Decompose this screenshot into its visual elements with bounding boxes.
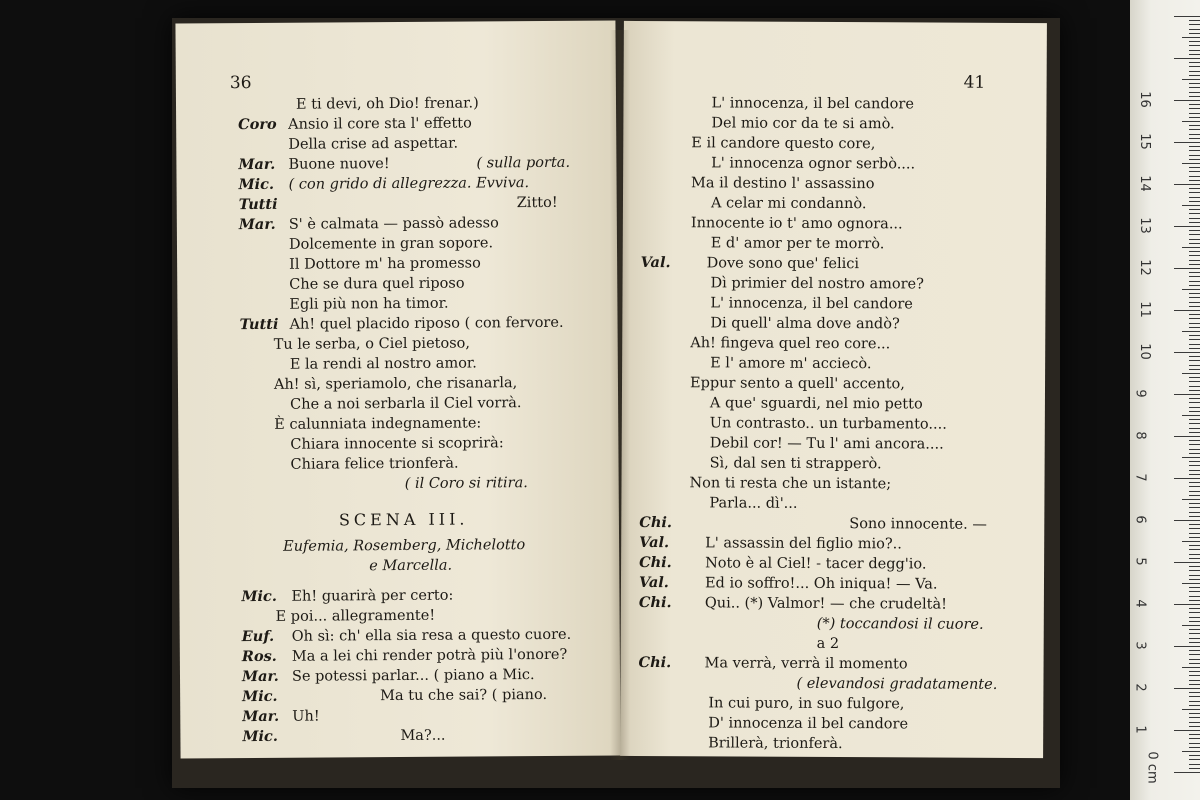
ruler-tick bbox=[1189, 71, 1200, 72]
ruler-tick bbox=[1189, 470, 1200, 471]
ruler-tick bbox=[1189, 621, 1200, 622]
ruler-tick bbox=[1189, 680, 1200, 681]
verse-line: Ma il destino l' assassino bbox=[691, 175, 875, 193]
verse-line: A que' sguardi, nel mio petto bbox=[709, 395, 923, 413]
verse-line: A celar mi condannò. bbox=[710, 195, 867, 213]
ruler-tick bbox=[1189, 612, 1200, 613]
ruler-tick bbox=[1182, 667, 1200, 668]
ruler-tick bbox=[1189, 549, 1200, 550]
ruler-tick bbox=[1174, 184, 1200, 185]
verse-line: Che a noi serbarla il Ciel vorrà. bbox=[290, 395, 522, 413]
verse-line: Ah! sì, speriamolo, che risanarla, bbox=[273, 375, 518, 393]
verse-line: Innocente io t' amo ognora... bbox=[690, 215, 903, 233]
verse-line: S' è calmata — passò adesso bbox=[288, 215, 499, 233]
speaker: Mic. bbox=[242, 727, 278, 746]
ruler-tick bbox=[1189, 654, 1200, 655]
ruler-tick bbox=[1174, 394, 1200, 395]
ruler-tick bbox=[1174, 646, 1200, 647]
speaker: Chi. bbox=[639, 513, 672, 532]
speaker: Chi. bbox=[638, 653, 672, 672]
stage-direction: ( con grido di allegrezza. Evviva. bbox=[288, 175, 530, 193]
ruler-tick bbox=[1189, 96, 1200, 97]
speaker: Mar. bbox=[238, 215, 276, 234]
ruler-tick bbox=[1189, 381, 1200, 382]
verse-line: Ansio il core sta l' effetto bbox=[288, 115, 472, 133]
ruler-tick bbox=[1189, 83, 1200, 84]
ruler-tick bbox=[1189, 62, 1200, 63]
characters-list: e Marcella. bbox=[369, 557, 453, 575]
ruler-tick bbox=[1189, 171, 1200, 172]
verse-line: E d' amor per te morrò. bbox=[710, 235, 885, 253]
page-number: 41 bbox=[963, 72, 986, 93]
verse-line: Tu le serba, o Ciel pietoso, bbox=[273, 335, 471, 353]
ruler-tick bbox=[1189, 759, 1200, 760]
ruler-tick bbox=[1189, 54, 1200, 55]
ruler-tick bbox=[1189, 545, 1200, 546]
ruler-tick bbox=[1189, 512, 1200, 513]
ruler-tick bbox=[1189, 276, 1200, 277]
verse-line: È calunniata indegnamente: bbox=[274, 415, 482, 433]
verse-line: Sono innocente. — bbox=[849, 516, 987, 533]
ruler-tick bbox=[1189, 339, 1200, 340]
ruler-number: 4 bbox=[1132, 599, 1148, 608]
ruler-tick bbox=[1189, 722, 1200, 723]
ruler-tick bbox=[1189, 633, 1200, 634]
footnote: (*) toccandosi il cuore. bbox=[816, 615, 984, 633]
ruler-tick bbox=[1174, 604, 1200, 605]
ruler-tick bbox=[1189, 66, 1200, 67]
verse-line: Parla... dì'... bbox=[709, 495, 798, 512]
speaker: Ros. bbox=[241, 647, 277, 666]
verse-line: E il candore questo core, bbox=[691, 135, 876, 153]
ruler-tick bbox=[1189, 29, 1200, 30]
verse-line: E la rendi al nostro amor. bbox=[289, 355, 477, 373]
ruler-tick bbox=[1189, 671, 1200, 672]
verse-line: Dolcemente in gran sopore. bbox=[288, 235, 494, 253]
ruler-tick bbox=[1182, 205, 1200, 206]
ensemble-marker: a 2 bbox=[816, 635, 840, 653]
ruler-tick bbox=[1174, 520, 1200, 521]
verse-line: Ma verrà, verrà il momento bbox=[704, 655, 908, 673]
ruler-tick bbox=[1189, 516, 1200, 517]
ruler-tick bbox=[1189, 234, 1200, 235]
right-page bbox=[620, 21, 1047, 758]
ruler-tick bbox=[1189, 318, 1200, 319]
ruler-tick bbox=[1174, 58, 1200, 59]
ruler-tick bbox=[1182, 37, 1200, 38]
ruler-tick bbox=[1189, 600, 1200, 601]
verse-line: Se potessi parlar... ( piano a Mic. bbox=[291, 667, 535, 685]
ruler-tick bbox=[1189, 201, 1200, 202]
ruler-tick bbox=[1189, 255, 1200, 256]
ruler-tick bbox=[1189, 251, 1200, 252]
ruler-tick bbox=[1182, 373, 1200, 374]
ruler-tick bbox=[1189, 159, 1200, 160]
ruler-tick bbox=[1189, 675, 1200, 676]
ruler-tick bbox=[1189, 402, 1200, 403]
ruler-tick bbox=[1189, 629, 1200, 630]
ruler-tick bbox=[1189, 642, 1200, 643]
ruler-tick bbox=[1189, 209, 1200, 210]
ruler-tick bbox=[1189, 293, 1200, 294]
verse-line: Debil cor! — Tu l' ami ancora.... bbox=[709, 435, 944, 453]
ruler-number: 8 bbox=[1132, 431, 1148, 440]
ruler-tick bbox=[1182, 163, 1200, 164]
characters-list: Eufemia, Rosemberg, Michelotto bbox=[283, 537, 526, 555]
ruler-tick bbox=[1189, 92, 1200, 93]
ruler-tick bbox=[1182, 79, 1200, 80]
ruler-tick bbox=[1189, 239, 1200, 240]
ruler-tick bbox=[1189, 285, 1200, 286]
ruler-tick bbox=[1189, 503, 1200, 504]
ruler-tick bbox=[1189, 747, 1200, 748]
ruler-tick bbox=[1189, 356, 1200, 357]
ruler-tick bbox=[1189, 755, 1200, 756]
ruler-tick bbox=[1189, 390, 1200, 391]
ruler-tick bbox=[1189, 20, 1200, 21]
speaker: Coro bbox=[238, 115, 277, 134]
ruler-tick bbox=[1189, 591, 1200, 592]
ruler-number: 5 bbox=[1132, 557, 1148, 566]
ruler-tick bbox=[1174, 772, 1200, 773]
ruler-tick bbox=[1182, 709, 1200, 710]
ruler-tick bbox=[1189, 323, 1200, 324]
verse-line: Buone nuove! bbox=[288, 156, 390, 173]
ruler-tick bbox=[1189, 533, 1200, 534]
ruler-tick bbox=[1189, 192, 1200, 193]
ruler-tick bbox=[1182, 751, 1200, 752]
verse-line: Ed io soffro!... Oh iniqua! — Va. bbox=[704, 575, 938, 593]
ruler-tick bbox=[1189, 314, 1200, 315]
ruler-tick bbox=[1189, 369, 1200, 370]
ruler-tick bbox=[1189, 507, 1200, 508]
ruler-tick bbox=[1189, 440, 1200, 441]
ruler-tick bbox=[1189, 344, 1200, 345]
ruler-tick bbox=[1189, 213, 1200, 214]
verse-line: Noto è al Ciel! - tacer degg'io. bbox=[705, 555, 927, 573]
ruler-tick bbox=[1189, 327, 1200, 328]
ruler-tick bbox=[1189, 495, 1200, 496]
ruler-tick bbox=[1189, 764, 1200, 765]
scene-title: SCENA III. bbox=[338, 509, 469, 530]
ruler-tick bbox=[1182, 289, 1200, 290]
ruler-number: 12 bbox=[1136, 259, 1152, 276]
speaker: Mic. bbox=[242, 687, 278, 706]
verse-line: Zitto! bbox=[516, 194, 558, 212]
ruler-number: 16 bbox=[1136, 91, 1152, 108]
ruler-tick bbox=[1189, 453, 1200, 454]
ruler-tick bbox=[1174, 730, 1200, 731]
ruler-tick bbox=[1189, 587, 1200, 588]
ruler-tick bbox=[1189, 176, 1200, 177]
ruler-tick bbox=[1189, 197, 1200, 198]
verse-line: E poi... allegramente! bbox=[275, 607, 436, 625]
ruler-tick bbox=[1189, 75, 1200, 76]
ruler-tick bbox=[1189, 419, 1200, 420]
ruler-tick bbox=[1189, 650, 1200, 651]
ruler-tick bbox=[1189, 264, 1200, 265]
ruler-tick bbox=[1189, 474, 1200, 475]
ruler-tick bbox=[1189, 638, 1200, 639]
ruler-tick bbox=[1174, 310, 1200, 311]
ruler-tick bbox=[1189, 558, 1200, 559]
ruler-tick bbox=[1189, 129, 1200, 130]
ruler-tick bbox=[1189, 411, 1200, 412]
verse-line: E ti devi, oh Dio! frenar.) bbox=[295, 95, 479, 113]
ruler-tick bbox=[1182, 541, 1200, 542]
ruler-tick bbox=[1189, 663, 1200, 664]
ruler-tick bbox=[1189, 146, 1200, 147]
ruler-tick bbox=[1189, 24, 1200, 25]
verse-line: E l' amore m' acciecò. bbox=[710, 355, 872, 373]
verse-line: Che se dura quel riposo bbox=[289, 275, 465, 293]
ruler-tick bbox=[1174, 562, 1200, 563]
ruler-tick bbox=[1189, 579, 1200, 580]
ruler-tick bbox=[1174, 226, 1200, 227]
ruler-number: 13 bbox=[1136, 217, 1152, 234]
verse-line: Eh! guarirà per certo: bbox=[291, 587, 454, 605]
ruler-tick bbox=[1189, 432, 1200, 433]
verse-line: Della crise ad aspettar. bbox=[288, 135, 459, 153]
ruler-tick bbox=[1189, 188, 1200, 189]
ruler-tick bbox=[1189, 734, 1200, 735]
ruler-tick bbox=[1174, 478, 1200, 479]
ruler-tick bbox=[1189, 449, 1200, 450]
speaker: Mar. bbox=[242, 707, 280, 726]
ruler-tick bbox=[1189, 222, 1200, 223]
ruler-tick bbox=[1189, 486, 1200, 487]
ruler-tick bbox=[1189, 444, 1200, 445]
speaker: Tutti bbox=[238, 195, 278, 214]
ruler-tick bbox=[1189, 50, 1200, 51]
ruler-tick bbox=[1189, 407, 1200, 408]
ruler-number: 7 bbox=[1132, 473, 1148, 482]
verse-line: In cui puro, in suo fulgore, bbox=[708, 695, 905, 713]
ruler-tick bbox=[1174, 142, 1200, 143]
ruler-tick bbox=[1182, 415, 1200, 416]
ruler-tick bbox=[1189, 705, 1200, 706]
verse-line: Chiara felice trionferà. bbox=[290, 455, 459, 473]
ruler-tick bbox=[1189, 528, 1200, 529]
ruler-number: 14 bbox=[1136, 175, 1152, 192]
verse-line: Ah! quel placido riposo ( con fervore. bbox=[289, 314, 564, 333]
ruler-tick bbox=[1182, 583, 1200, 584]
ruler-tick bbox=[1189, 692, 1200, 693]
ruler-tick bbox=[1189, 717, 1200, 718]
ruler-tick bbox=[1189, 302, 1200, 303]
speaker: Mic. bbox=[238, 175, 275, 194]
verse-line: Ma tu che sai? ( piano. bbox=[380, 686, 548, 705]
ruler-tick bbox=[1174, 268, 1200, 269]
ruler-number: 9 bbox=[1132, 389, 1148, 398]
ruler-number: 1 bbox=[1132, 725, 1148, 734]
ruler-tick bbox=[1189, 230, 1200, 231]
verse-line: Di quell' alma dove andò? bbox=[710, 315, 900, 333]
ruler-tick bbox=[1189, 138, 1200, 139]
ruler-tick bbox=[1189, 743, 1200, 744]
ruler-tick bbox=[1189, 297, 1200, 298]
ruler-tick bbox=[1189, 117, 1200, 118]
ruler-tick bbox=[1189, 377, 1200, 378]
ruler-tick bbox=[1189, 738, 1200, 739]
ruler-tick bbox=[1189, 348, 1200, 349]
ruler-tick bbox=[1189, 659, 1200, 660]
ruler-tick bbox=[1189, 461, 1200, 462]
ruler-label: 0 cm bbox=[1144, 751, 1160, 784]
verse-line: L' innocenza, il bel candore bbox=[710, 295, 913, 313]
ruler-tick bbox=[1189, 491, 1200, 492]
ruler-tick bbox=[1189, 768, 1200, 769]
ruler-tick bbox=[1189, 575, 1200, 576]
verse-line: Il Dottore m' ha promesso bbox=[289, 255, 481, 273]
verse-line: Non ti resta che un istante; bbox=[689, 475, 892, 493]
ruler-tick bbox=[1189, 281, 1200, 282]
verse-line: L' assassin del figlio mio?.. bbox=[705, 535, 902, 553]
stage-direction: ( il Coro si ritira. bbox=[404, 475, 528, 492]
ruler-tick bbox=[1189, 701, 1200, 702]
ruler-tick bbox=[1182, 457, 1200, 458]
ruler-tick bbox=[1189, 104, 1200, 105]
verse-line: Sì, dal sen ti strapperò. bbox=[709, 455, 882, 473]
ruler-tick bbox=[1189, 45, 1200, 46]
ruler-tick bbox=[1189, 482, 1200, 483]
verse-line: Qui.. (*) Valmor! — che crudeltà! bbox=[704, 595, 948, 613]
ruler-tick bbox=[1189, 713, 1200, 714]
verse-line: L' innocenza, il bel candore bbox=[711, 95, 914, 113]
speaker: Chi. bbox=[638, 593, 672, 612]
speaker: Mic. bbox=[241, 587, 277, 606]
ruler-tick bbox=[1189, 423, 1200, 424]
ruler-tick bbox=[1174, 352, 1200, 353]
verse-line: Ma?... bbox=[400, 727, 446, 744]
ruler-tick bbox=[1182, 121, 1200, 122]
ruler-tick bbox=[1189, 386, 1200, 387]
ruler-tick bbox=[1189, 125, 1200, 126]
ruler-tick bbox=[1174, 436, 1200, 437]
speaker: Euf. bbox=[241, 627, 275, 646]
ruler-tick bbox=[1189, 260, 1200, 261]
verse-line: Del mio cor da te si amò. bbox=[711, 115, 895, 133]
measuring-ruler bbox=[1130, 0, 1200, 800]
ruler-tick bbox=[1189, 428, 1200, 429]
ruler-number: 6 bbox=[1132, 515, 1148, 524]
verse-line: Ah! fingeva quel reo core... bbox=[690, 335, 891, 353]
ruler-number: 11 bbox=[1136, 301, 1152, 318]
ruler-number: 3 bbox=[1132, 641, 1148, 650]
ruler-tick bbox=[1174, 688, 1200, 689]
verse-line: Oh sì: ch' ella sia resa a questo cuore. bbox=[291, 626, 572, 645]
ruler-tick bbox=[1189, 134, 1200, 135]
ruler-tick bbox=[1174, 100, 1200, 101]
ruler-tick bbox=[1189, 537, 1200, 538]
verse-line: Un contrasto.. un turbamento.... bbox=[709, 415, 947, 433]
ruler-tick bbox=[1189, 570, 1200, 571]
speaker: Val. bbox=[640, 253, 671, 272]
speaker: Val. bbox=[638, 573, 669, 592]
ruler-tick bbox=[1189, 150, 1200, 151]
speaker: Chi. bbox=[639, 553, 672, 572]
ruler-tick bbox=[1189, 365, 1200, 366]
ruler-number: 15 bbox=[1136, 133, 1152, 150]
speaker: Mar. bbox=[241, 667, 279, 686]
ruler-tick bbox=[1189, 41, 1200, 42]
verse-line: Uh! bbox=[292, 708, 320, 725]
ruler-tick bbox=[1189, 684, 1200, 685]
ruler-tick bbox=[1189, 335, 1200, 336]
ruler-tick bbox=[1189, 465, 1200, 466]
verse-line: Egli più non ha timor. bbox=[289, 295, 449, 313]
ruler-tick bbox=[1189, 33, 1200, 34]
ruler-tick bbox=[1189, 218, 1200, 219]
speaker: Tutti bbox=[239, 315, 279, 334]
ruler-tick bbox=[1189, 87, 1200, 88]
ruler-tick bbox=[1189, 306, 1200, 307]
stage-direction: ( sulla porta. bbox=[476, 154, 571, 172]
verse-line: Dì primier del nostro amore? bbox=[710, 275, 924, 293]
ruler-tick bbox=[1189, 617, 1200, 618]
ruler-tick bbox=[1189, 272, 1200, 273]
ruler-tick bbox=[1189, 596, 1200, 597]
ruler-tick bbox=[1174, 16, 1200, 17]
ruler-number: 2 bbox=[1132, 683, 1148, 692]
ruler-tick bbox=[1182, 625, 1200, 626]
ruler-tick bbox=[1189, 360, 1200, 361]
page-number: 36 bbox=[229, 73, 252, 94]
ruler-tick bbox=[1189, 554, 1200, 555]
ruler-tick bbox=[1189, 566, 1200, 567]
speaker: Mar. bbox=[238, 155, 276, 174]
ruler-tick bbox=[1189, 180, 1200, 181]
ruler-tick bbox=[1189, 113, 1200, 114]
ruler-number: 10 bbox=[1136, 343, 1152, 360]
verse-line: L' innocenza ognor serbò.... bbox=[711, 155, 916, 173]
ruler-tick bbox=[1189, 524, 1200, 525]
verse-line: Brillerà, trionferà. bbox=[708, 735, 843, 753]
verse-line: Ma a lei chi render potrà più l'onore? bbox=[291, 646, 568, 665]
ruler-tick bbox=[1189, 155, 1200, 156]
ruler-tick bbox=[1189, 608, 1200, 609]
stage-direction: ( elevandosi gradatamente. bbox=[796, 675, 998, 693]
ruler-tick bbox=[1189, 108, 1200, 109]
verse-line: Eppur sento a quell' accento, bbox=[689, 375, 905, 393]
ruler-tick bbox=[1189, 696, 1200, 697]
left-page bbox=[175, 20, 620, 758]
ruler-tick bbox=[1182, 499, 1200, 500]
speaker: Val. bbox=[639, 533, 670, 552]
verse-line: Chiara innocente si scoprirà: bbox=[290, 435, 504, 453]
ruler-tick bbox=[1189, 167, 1200, 168]
ruler-tick bbox=[1189, 398, 1200, 399]
ruler-tick bbox=[1189, 726, 1200, 727]
ruler-tick bbox=[1182, 247, 1200, 248]
verse-line: Dove sono que' felici bbox=[706, 255, 860, 273]
ruler-tick bbox=[1189, 243, 1200, 244]
ruler-tick bbox=[1182, 331, 1200, 332]
verse-line: D' innocenza il bel candore bbox=[708, 715, 909, 733]
